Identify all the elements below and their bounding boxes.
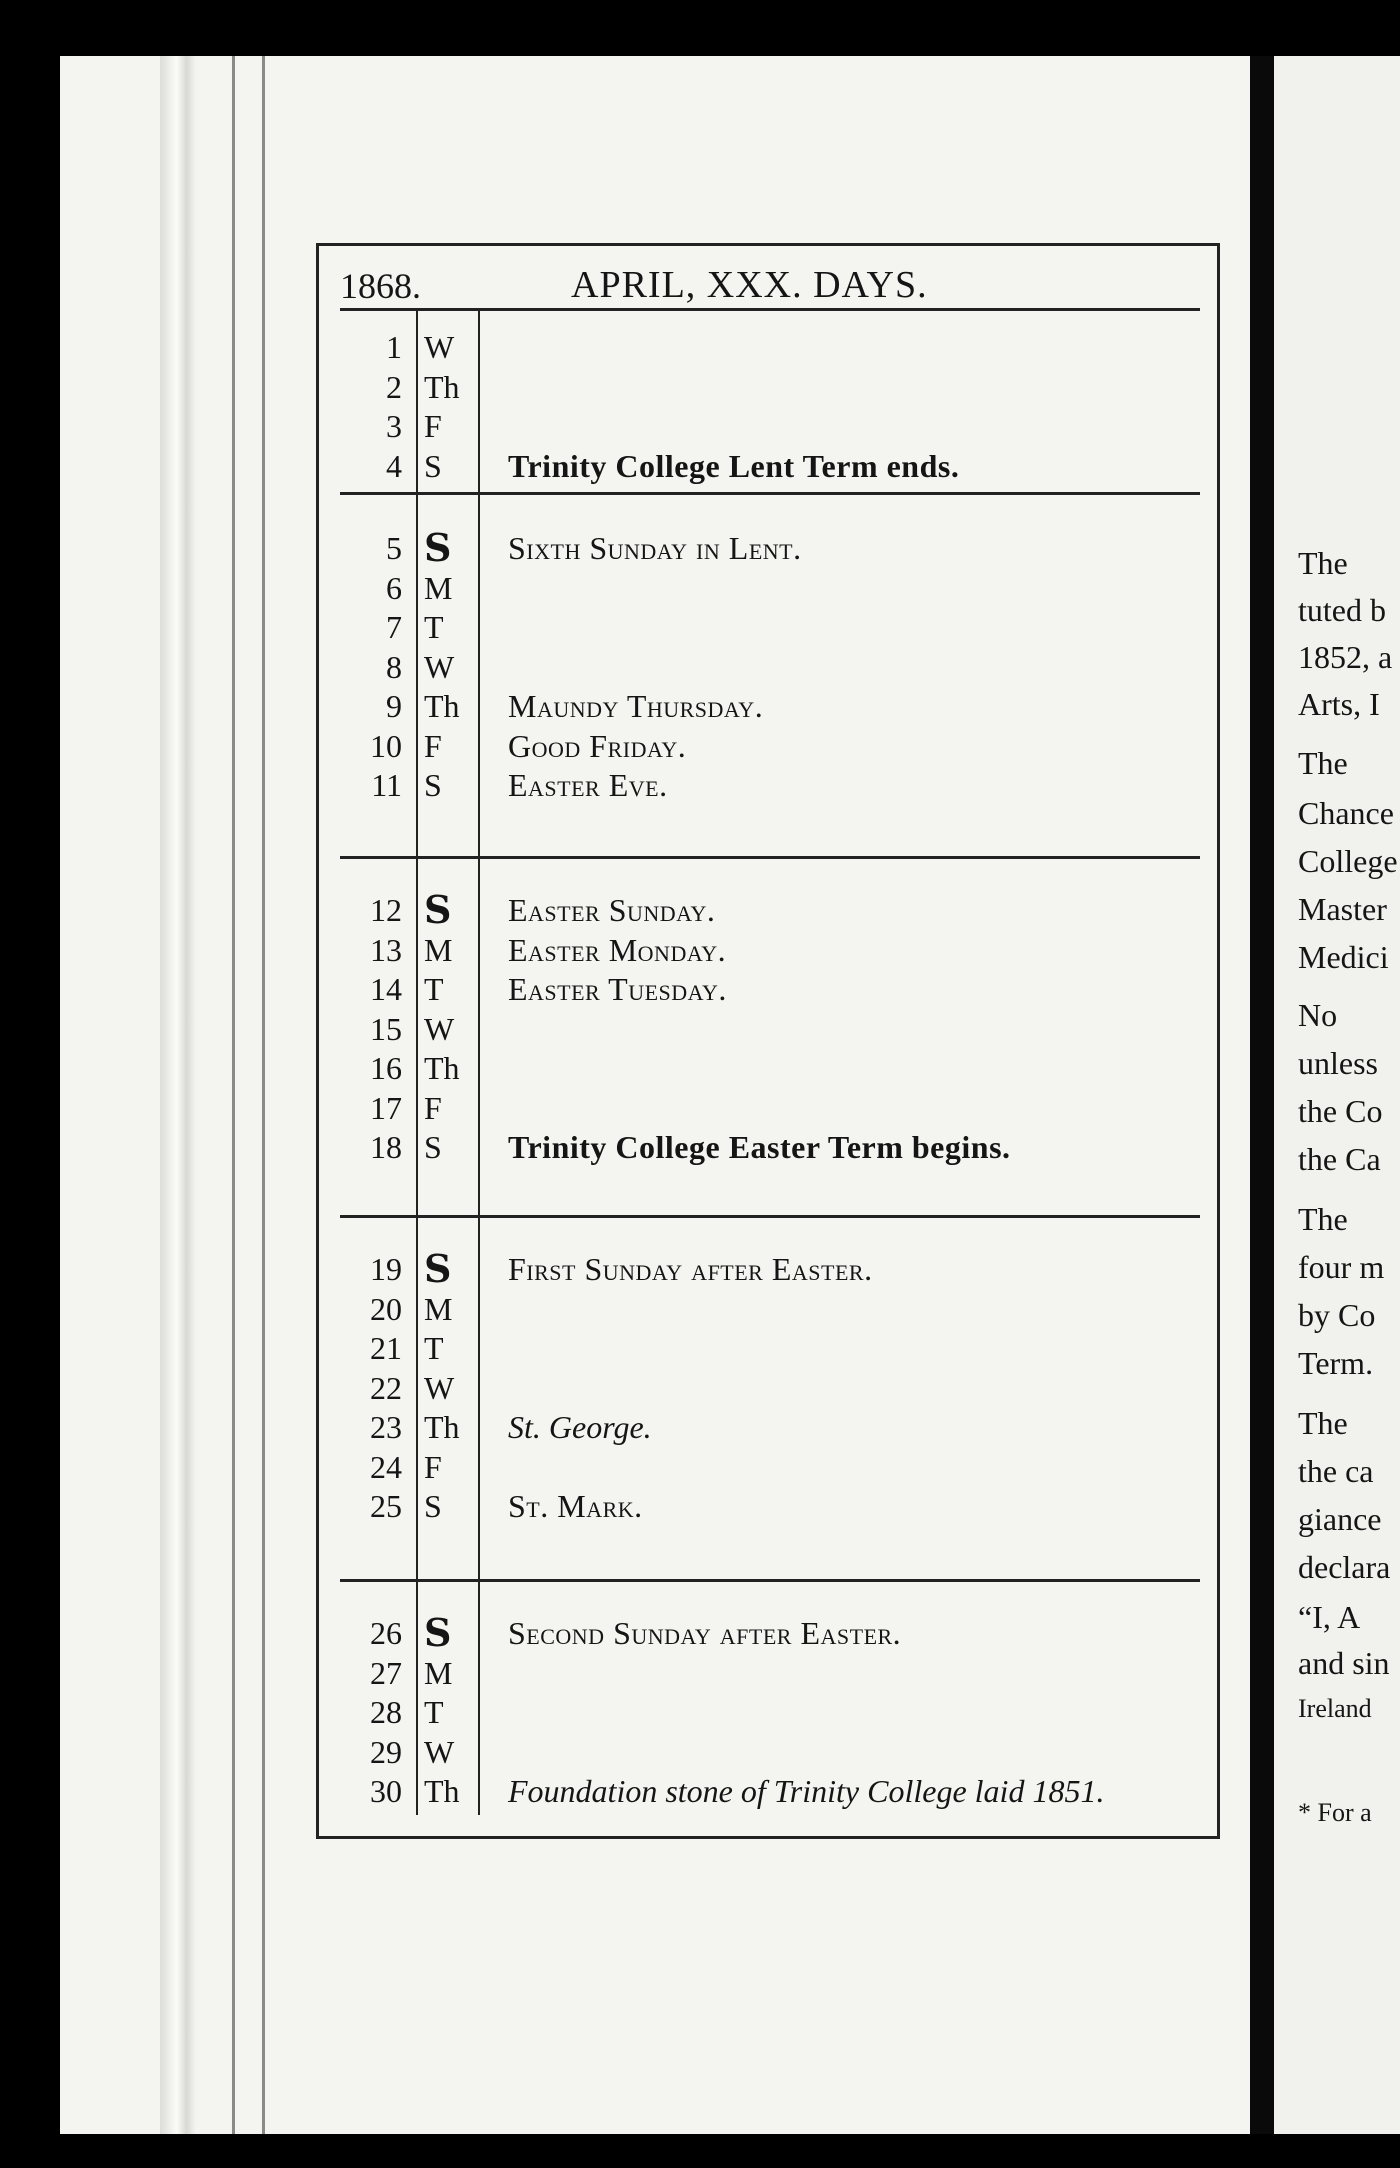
calendar-day-row <box>316 686 1220 726</box>
calendar-day-row <box>316 726 1220 766</box>
day-event: Good Friday. <box>508 727 687 764</box>
calendar-day-row <box>316 568 1220 608</box>
calendar-day-row <box>316 1732 1220 1772</box>
weekday-letter: Th <box>424 1050 460 1086</box>
adjacent-page-text: Medici <box>1298 939 1389 975</box>
calendar-day-row <box>316 930 1220 970</box>
adjacent-page-text: giance <box>1298 1501 1382 1537</box>
adjacent-page-text: unless <box>1298 1045 1378 1081</box>
day-number: 6 <box>386 569 402 606</box>
day-number: 13 <box>370 931 402 968</box>
calendar-day-row <box>316 1328 1220 1368</box>
sunday-letter: S <box>424 1246 452 1291</box>
week-separator-rule <box>340 308 1200 311</box>
sunday-letter: S <box>424 525 452 570</box>
calendar-day-row <box>316 765 1220 805</box>
adjacent-page-text: the Ca <box>1298 1141 1381 1177</box>
day-number: 28 <box>370 1694 402 1730</box>
adjacent-page-text: Arts, I <box>1298 686 1380 722</box>
calendar-day-row <box>316 1447 1220 1487</box>
day-number: 26 <box>370 1615 402 1651</box>
day-event: Sixth Sunday in Lent. <box>508 530 802 566</box>
weekday-letter: F <box>424 727 442 764</box>
week-separator-rule <box>340 1215 1200 1218</box>
day-event: Second Sunday after Easter. <box>508 1615 902 1651</box>
day-number: 10 <box>370 727 402 764</box>
weekday-letter: F <box>424 1089 442 1126</box>
adjacent-page-text: the Co <box>1298 1093 1383 1129</box>
day-number: 14 <box>370 971 402 1007</box>
adjacent-page-text: The <box>1298 745 1348 781</box>
day-number: 19 <box>370 1251 402 1287</box>
weekday-letter: S <box>424 767 442 803</box>
calendar-day-row <box>316 1653 1220 1693</box>
calendar-day-row <box>316 1771 1220 1811</box>
day-event: First Sunday after Easter. <box>508 1251 873 1287</box>
adjacent-page-text: the ca <box>1298 1453 1374 1489</box>
adjacent-page-text: Ireland <box>1298 1694 1372 1723</box>
day-number: 29 <box>370 1733 402 1770</box>
adjacent-page-text: tuted b <box>1298 592 1386 628</box>
calendar-day-row <box>316 1246 1220 1291</box>
day-number: 27 <box>370 1654 402 1691</box>
day-event: St. George. <box>508 1409 652 1445</box>
weekday-letter: M <box>424 1654 453 1691</box>
calendar-year: 1868. <box>340 266 421 306</box>
adjacent-page-text: 1852, a <box>1298 639 1393 675</box>
day-number: 11 <box>371 767 402 803</box>
calendar-day-row <box>316 1009 1220 1049</box>
weekday-letter: W <box>424 648 455 685</box>
adjacent-page-text: Master <box>1298 891 1387 927</box>
day-number: 22 <box>370 1369 402 1406</box>
calendar-day-row <box>316 887 1220 932</box>
calendar-day-row <box>316 607 1220 647</box>
adjacent-page-text: and sin <box>1298 1645 1390 1681</box>
adjacent-page-text: declara <box>1298 1549 1391 1585</box>
week-separator-rule <box>340 1579 1200 1582</box>
weekday-letter: Th <box>424 1773 460 1809</box>
adjacent-page-text: four m <box>1298 1249 1385 1285</box>
weekday-letter: Th <box>424 688 460 724</box>
day-number: 2 <box>386 368 402 405</box>
calendar-day-row <box>316 1127 1220 1167</box>
binding-line <box>232 56 235 2134</box>
calendar-day-row <box>316 1048 1220 1088</box>
sunday-letter: S <box>424 887 452 932</box>
day-number: 9 <box>386 688 402 724</box>
day-number: 5 <box>386 530 402 566</box>
weekday-letter: S <box>424 1488 442 1524</box>
day-event: Foundation stone of Trinity College laid 1851. <box>508 1773 1105 1809</box>
calendar-day-row <box>316 1610 1220 1655</box>
calendar-day-row <box>316 647 1220 687</box>
weekday-letter: W <box>424 329 455 365</box>
adjacent-page-text: “I, A <box>1298 1599 1361 1635</box>
weekday-letter: Th <box>424 368 460 405</box>
day-number: 4 <box>386 447 402 484</box>
day-event: Trinity College Lent Term ends. <box>508 447 960 484</box>
calendar-day-row <box>316 1088 1220 1128</box>
weekday-letter: T <box>424 609 444 645</box>
day-event: Maundy Thursday. <box>508 688 764 724</box>
weekday-letter: S <box>424 1129 442 1165</box>
weekday-letter: M <box>424 569 453 606</box>
adjacent-page-text: Chance <box>1298 795 1394 831</box>
calendar-day-row <box>316 406 1220 446</box>
day-number: 30 <box>370 1773 402 1809</box>
weekday-letter: T <box>424 971 444 1007</box>
weekday-letter: W <box>424 1010 455 1047</box>
week-separator-rule <box>340 492 1200 495</box>
calendar-day-row <box>316 1407 1220 1447</box>
calendar-day-row <box>316 1368 1220 1408</box>
day-number: 7 <box>386 609 402 645</box>
weekday-letter: F <box>424 1448 442 1485</box>
day-event: Easter Monday. <box>508 931 727 968</box>
calendar-month-title: APRIL, XXX. DAYS. <box>571 264 928 306</box>
frame-top-rule <box>316 243 1220 246</box>
day-number: 8 <box>386 648 402 685</box>
day-number: 3 <box>386 408 402 444</box>
adjacent-page-text: Term. <box>1298 1345 1374 1381</box>
day-number: 20 <box>370 1290 402 1327</box>
week-separator-rule <box>340 856 1200 859</box>
day-number: 1 <box>386 329 402 365</box>
adjacent-page-text: * For a <box>1298 1798 1372 1827</box>
weekday-letter: Th <box>424 1409 460 1445</box>
adjacent-page-text: The <box>1298 1201 1348 1237</box>
adjacent-page-text: No <box>1298 997 1338 1033</box>
sunday-letter: S <box>424 1610 452 1655</box>
weekday-letter: T <box>424 1694 444 1730</box>
day-number: 12 <box>370 892 402 928</box>
day-number: 24 <box>370 1448 402 1485</box>
day-event: Easter Sunday. <box>508 892 716 928</box>
day-number: 25 <box>370 1488 402 1524</box>
day-event: Trinity College Easter Term begins. <box>508 1129 1011 1165</box>
adjacent-page-fragment <box>1274 56 1400 2134</box>
day-number: 16 <box>370 1050 402 1086</box>
weekday-letter: S <box>424 447 442 484</box>
day-event: St. Mark. <box>508 1488 643 1524</box>
calendar-day-row <box>316 1486 1220 1526</box>
weekday-letter: F <box>424 408 442 444</box>
frame-bottom-rule <box>316 1836 1220 1839</box>
day-number: 15 <box>370 1010 402 1047</box>
calendar-day-row <box>316 327 1220 367</box>
day-event: Easter Tuesday. <box>508 971 727 1007</box>
adjacent-page-text: College <box>1298 843 1398 879</box>
calendar-table <box>316 243 1220 1839</box>
calendar-day-row <box>316 367 1220 407</box>
weekday-letter: M <box>424 931 453 968</box>
adjacent-page-text: The <box>1298 545 1348 581</box>
adjacent-page-text: by Co <box>1298 1297 1376 1333</box>
weekday-letter: W <box>424 1733 455 1770</box>
day-number: 18 <box>370 1129 402 1165</box>
calendar-day-row <box>316 1692 1220 1732</box>
day-number: 17 <box>370 1089 402 1126</box>
day-number: 23 <box>370 1409 402 1445</box>
calendar-day-row <box>316 969 1220 1009</box>
day-event: Easter Eve. <box>508 767 668 803</box>
weekday-letter: W <box>424 1369 455 1406</box>
calendar-day-row <box>316 525 1220 570</box>
binding-line <box>262 56 265 2134</box>
weekday-letter: T <box>424 1330 444 1366</box>
adjacent-page-text: The <box>1298 1405 1348 1441</box>
calendar-day-row <box>316 1289 1220 1329</box>
day-number: 21 <box>370 1330 402 1366</box>
calendar-day-row <box>316 446 1220 486</box>
page-gutter <box>1250 56 1274 2134</box>
weekday-letter: M <box>424 1290 453 1327</box>
